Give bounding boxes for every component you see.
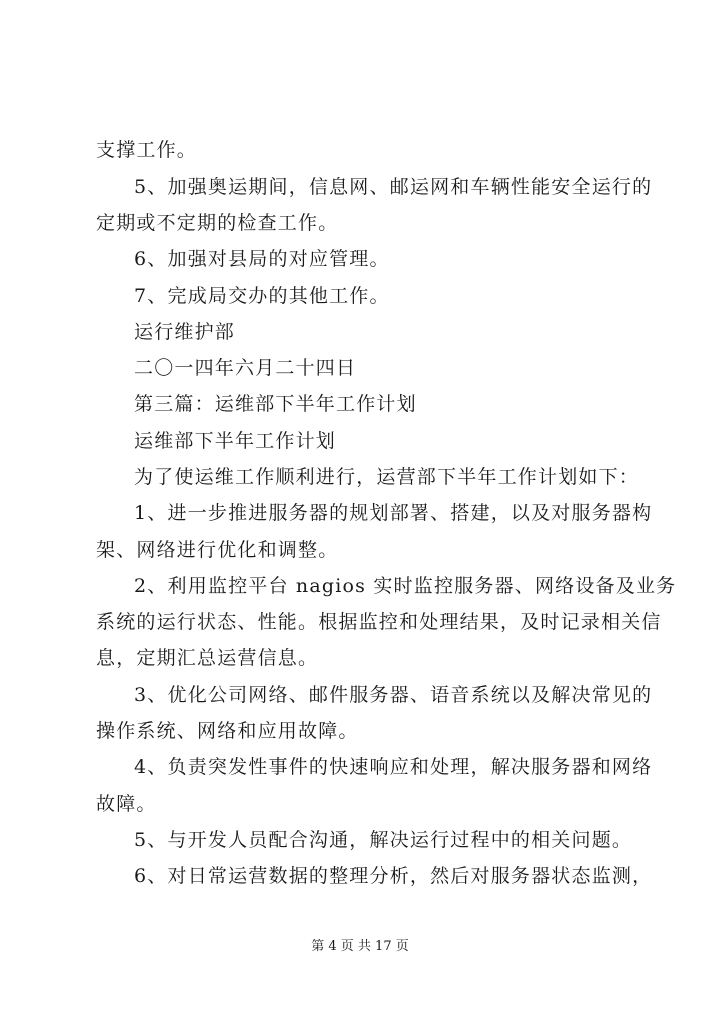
paragraph-line: 6、加强对县局的对应管理。 [134,248,390,270]
paragraph-line: 6、对日常运营数据的整理分析，然后对服务器状态监测， [134,865,653,887]
paragraph-line: 系统的运行状态、性能。根据监控和处理结果，及时记录相关信 [96,611,662,633]
page-footer: 第 4 页 共 17 页 [311,939,409,954]
paragraph-line: 息，定期汇总运营信息。 [96,647,319,669]
paragraph-line: 5、与开发人员配合沟通，解决运行过程中的相关问题。 [134,829,633,851]
paragraph-line: 2、利用监控平台 nagios 实时监控服务器、网络设备及业务 [134,575,677,597]
paragraph-line: 架、网络进行优化和调整。 [96,539,339,561]
paragraph-line: 支撑工作。 [96,139,198,161]
department-name: 运行维护部 [134,321,236,343]
paragraph-line: 为了使运维工作顺利进行，运营部下半年工作计划如下： [134,466,640,488]
paragraph-line: 5、加强奥运期间，信息网、邮运网和车辆性能安全运行的 [134,176,653,198]
paragraph-line: 故障。 [96,793,157,815]
paragraph-line: 3、优化公司网络、邮件服务器、语音系统以及解决常见的 [134,684,653,706]
paragraph-line: 7、完成局交办的其他工作。 [134,285,390,307]
paragraph-line: 4、负责突发性事件的快速响应和处理，解决服务器和网络 [134,756,653,778]
chapter-title: 第三篇：运维部下半年工作计划 [134,393,417,415]
document-date: 二〇一四年六月二十四日 [134,357,357,379]
paragraph-line: 定期或不定期的检查工作。 [96,212,339,234]
paragraph-line: 1、进一步推进服务器的规划部署、搭建，以及对服务器构 [134,502,653,524]
section-title: 运维部下半年工作计划 [134,430,337,452]
paragraph-line: 操作系统、网络和应用故障。 [96,720,359,742]
